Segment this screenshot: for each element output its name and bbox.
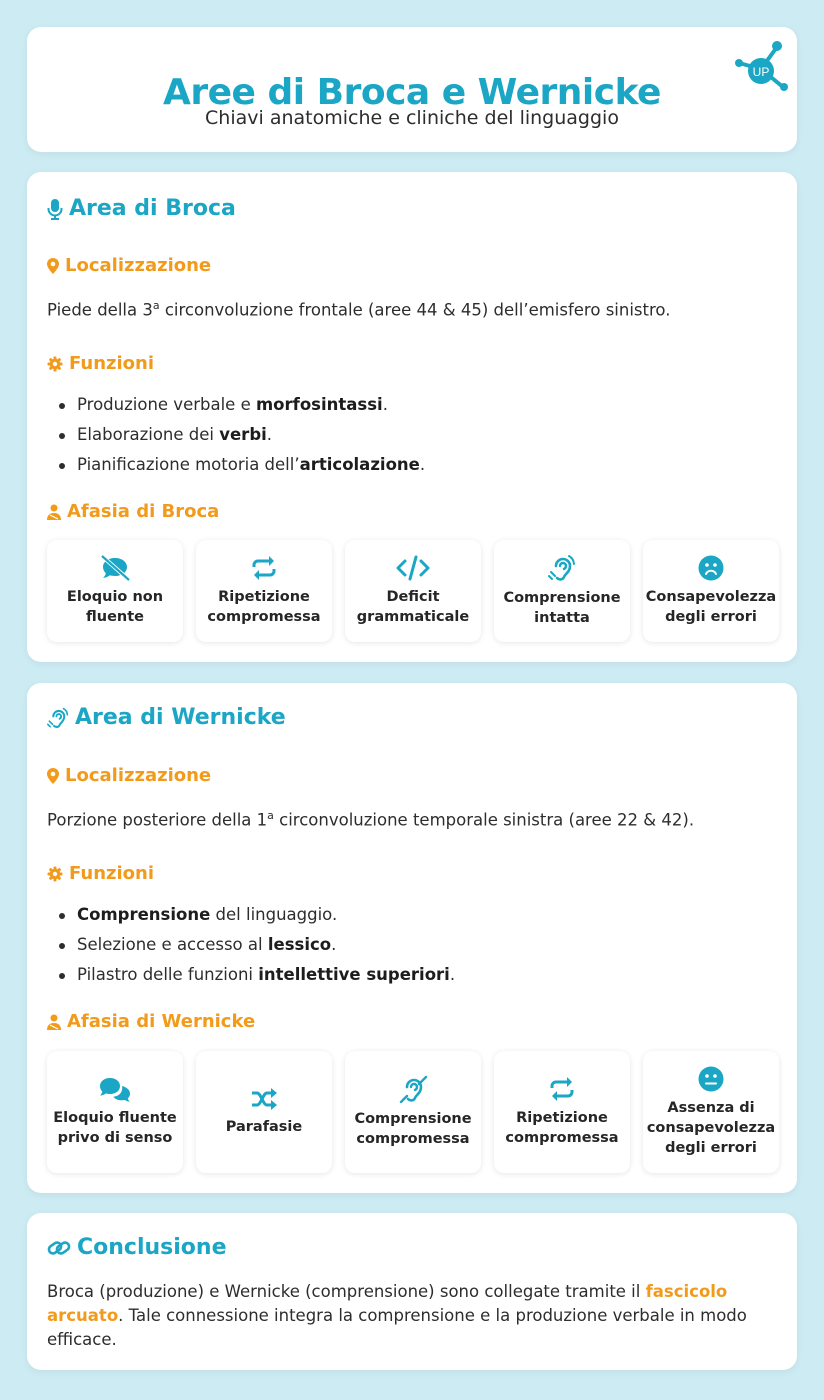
- broca-card: [27, 172, 797, 662]
- symptom-tile: [643, 540, 779, 642]
- wernicke-functions-list: [77, 900, 777, 990]
- shuffle-icon: [250, 1087, 278, 1111]
- symptom-tile: [196, 540, 332, 642]
- conclusion-title: [47, 1235, 227, 1260]
- list-item: Pianificazione motoria dell’articolazione.: [77, 450, 777, 480]
- list-item: Elaborazione dei verbi.: [77, 420, 777, 450]
- tile-label: Ripetizione compromessa: [207, 589, 321, 625]
- user-injured-icon: [47, 504, 61, 520]
- broca-functions-list: [77, 390, 777, 480]
- header-card: [27, 27, 797, 152]
- broca-title: [47, 196, 236, 221]
- ear-listen-icon: [47, 706, 69, 730]
- broca-aphasia-title: [47, 501, 219, 522]
- conclusion-card: [27, 1213, 797, 1370]
- microphone-icon: [47, 198, 63, 220]
- conclusion-title-text: Conclusione: [77, 1235, 227, 1260]
- repeat-icon: [548, 1076, 576, 1102]
- broca-loc-title-text: Localizzazione: [65, 255, 212, 276]
- broca-title-text: Area di Broca: [69, 196, 236, 221]
- tile-label: Comprensione compromessa: [354, 1111, 472, 1147]
- page-subtitle: Chiavi anatomiche e cliniche del linguaggio: [205, 107, 619, 129]
- wernicke-title: [47, 705, 286, 730]
- tile-label: Eloquio fluente privo di senso: [53, 1110, 177, 1146]
- tile-label: Comprensione intatta: [503, 590, 621, 626]
- gear-icon: [47, 356, 63, 372]
- tile-label: Consapevolezza degli errori: [645, 589, 777, 625]
- list-item: Selezione e accesso al lessico.: [77, 930, 777, 960]
- wernicke-loc-text: Porzione posteriore della 1$^a$ circonvoluzione temporale sinistra (aree 22 & 42).: [47, 809, 695, 830]
- code-icon: [396, 555, 430, 581]
- wernicke-aphasia-title-text: Afasia di Wernicke: [67, 1011, 256, 1032]
- gear-icon: [47, 866, 63, 882]
- list-item: Pilastro delle funzioni intellettive superiori.: [77, 960, 777, 990]
- symptom-tile: [494, 1051, 630, 1173]
- fascicolo-arcuato-highlight: fascicolo arcuato: [47, 1282, 728, 1325]
- list-item: Comprensione del linguaggio.: [77, 900, 777, 930]
- wernicke-loc-title: [47, 765, 211, 786]
- logo-text: UP: [752, 65, 770, 79]
- symptom-tile: [345, 540, 481, 642]
- tile-label: Eloquio non fluente: [66, 589, 164, 625]
- frown-icon: [698, 555, 724, 581]
- symptom-tile: [643, 1051, 779, 1173]
- tile-label: Ripetizione compromessa: [505, 1110, 619, 1146]
- wernicke-func-title: [47, 863, 154, 884]
- tile-label: Assenza di consapevolezza degli errori: [646, 1100, 776, 1156]
- wernicke-func-title-text: Funzioni: [69, 863, 155, 884]
- broca-aphasia-title-text: Afasia di Broca: [67, 501, 220, 522]
- comment-slash-icon: [99, 555, 131, 581]
- page-title: Aree di Broca e Wernicke: [163, 72, 661, 113]
- ear-listen-icon: [548, 554, 576, 582]
- broca-symptom-tiles: [47, 540, 779, 642]
- broca-func-title: [47, 353, 154, 374]
- list-item: Produzione verbale e morfosintassi.: [77, 390, 777, 420]
- symptom-tile: [47, 1051, 183, 1173]
- wernicke-loc-title-text: Localizzazione: [65, 765, 212, 786]
- map-marker-icon: [47, 768, 59, 784]
- symptom-tile: [196, 1051, 332, 1173]
- map-marker-icon: [47, 258, 59, 274]
- wernicke-card: [27, 683, 797, 1193]
- broca-loc-title: [47, 255, 211, 276]
- symptom-tile: [47, 540, 183, 642]
- wernicke-title-text: Area di Wernicke: [75, 705, 286, 730]
- broca-func-title-text: Funzioni: [69, 353, 155, 374]
- wernicke-symptom-tiles: [47, 1051, 779, 1173]
- repeat-icon: [250, 555, 278, 581]
- meh-icon: [698, 1066, 724, 1092]
- wernicke-aphasia-title: [47, 1011, 255, 1032]
- link-icon: [47, 1238, 71, 1258]
- broca-loc-text: Piede della 3$^a$ circonvoluzione frontale (aree 44 & 45) dell’emisfero sinistro.: [47, 299, 671, 320]
- tile-label: Deficit grammaticale: [356, 589, 470, 625]
- symptom-tile: [494, 540, 630, 642]
- conclusion-text: Broca (produzione) e Wernicke (comprensione) sono collegate tramite il fascicolo arcuato. Tale connessione integra la comprensione e la produzione verbale in modo efficace.: [47, 1282, 747, 1349]
- user-injured-icon: [47, 1014, 61, 1030]
- comments-icon: [98, 1076, 132, 1102]
- deaf-icon: [399, 1075, 427, 1103]
- symptom-tile: [345, 1051, 481, 1173]
- tile-label: Parafasie: [225, 1119, 303, 1135]
- up-logo-icon: [731, 33, 791, 93]
